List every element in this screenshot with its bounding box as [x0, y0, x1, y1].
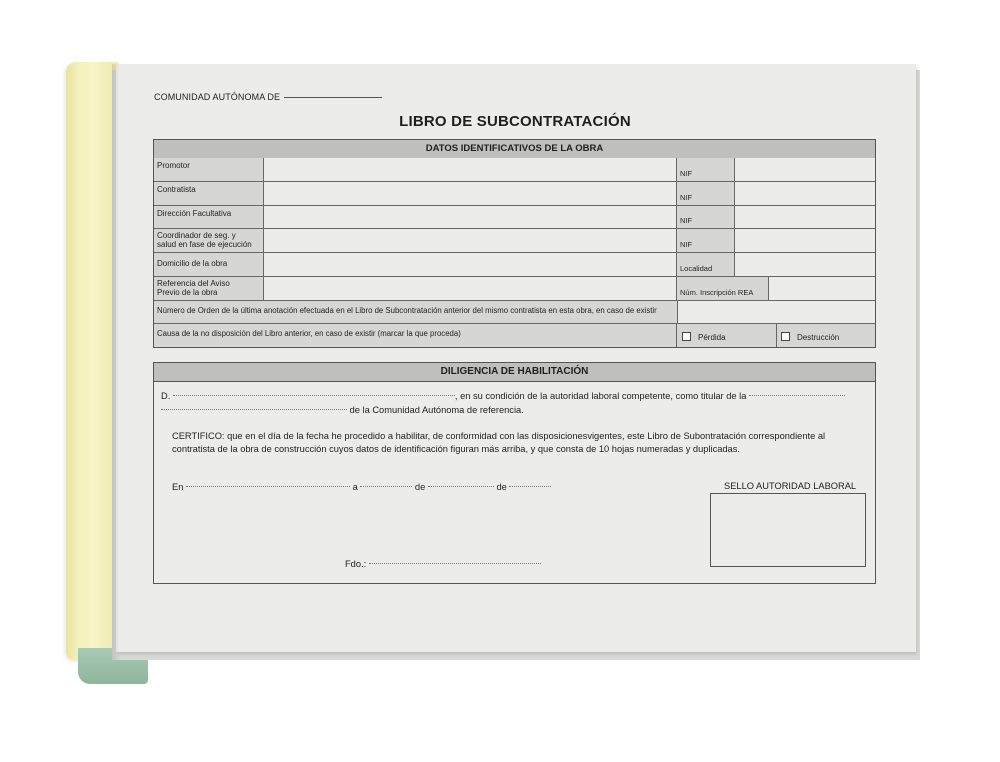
perdida-label: Pérdida [698, 333, 726, 342]
sello-label: SELLO AUTORIDAD LABORAL [724, 481, 857, 491]
spine-shadow [112, 64, 120, 660]
destruccion-option[interactable] [777, 324, 875, 347]
page-title: LIBRO DE SUBCONTRATACIÓN [399, 113, 631, 130]
condicion-text: , en su condición de la autoridad laboral competente, como titular de la [454, 391, 747, 401]
section-heading: DILIGENCIA DE HABILITACIÓN [154, 363, 875, 382]
row-domicilio [154, 253, 875, 277]
contratista-label: Contratista [154, 182, 264, 205]
de-label-2: de [496, 482, 507, 492]
referencia-label-line2: Previo de la obra [157, 288, 218, 297]
section-heading: DATOS IDENTIFICATIVOS DE LA OBRA [154, 140, 875, 159]
firma-blank[interactable] [369, 563, 541, 564]
comunidad-label: COMUNIDAD AUTÓNOMA DE [154, 92, 281, 102]
perdida-checkbox[interactable] [682, 332, 691, 341]
nif-label: NIF [677, 206, 735, 228]
book-spine-yellow [66, 62, 118, 660]
de-label-1: de [414, 482, 426, 492]
row-numero-orden [154, 301, 875, 324]
coordinador-field[interactable] [264, 229, 677, 252]
promotor-field[interactable] [264, 158, 677, 181]
row-causa [154, 324, 875, 347]
nif-label: NIF [677, 229, 735, 252]
promotor-label: Promotor [154, 158, 264, 181]
row-coordinador [154, 229, 875, 253]
d-label: D. [161, 391, 171, 401]
numero-orden-label: Número de Orden de la última anotación efectuada en el Libro de Subcontratación anterior del mismo contratista en esta obra, en caso de existir [154, 301, 677, 323]
coordinador-nif-field[interactable] [735, 229, 875, 252]
nombre-blank[interactable] [173, 395, 455, 396]
anio-blank[interactable] [509, 486, 551, 487]
dia-blank[interactable] [360, 486, 412, 487]
comunidad-ref-text: de la Comunidad Autónoma de referencia. [349, 405, 524, 415]
nif-label: NIF [677, 182, 735, 205]
contratista-nif-field[interactable] [735, 182, 875, 205]
row-promotor [154, 158, 875, 182]
comunidad-ref-line [161, 405, 524, 415]
titular-line [161, 391, 845, 401]
causa-label: Causa de la no disposición del Libro anterior, en caso de existir (marcar la que proceda) [154, 324, 677, 347]
lugar-fecha-line [172, 482, 551, 492]
certifico-line-2: contratista de la obra de construcción cuyos datos de identificación figuran más arriba, y que consta de 10 hojas numeradas y duplicadas. [172, 444, 740, 454]
localidad-label: Localidad [677, 253, 735, 276]
referencia-field[interactable] [264, 277, 677, 300]
destruccion-checkbox[interactable] [781, 332, 790, 341]
perdida-option[interactable] [677, 324, 777, 347]
mes-blank[interactable] [428, 486, 494, 487]
numero-orden-field[interactable] [677, 301, 875, 323]
promotor-nif-field[interactable] [735, 158, 875, 181]
num-rea-field[interactable] [769, 277, 875, 300]
lugar-blank[interactable] [186, 486, 350, 487]
row-contratista [154, 182, 875, 206]
organismo-blank[interactable] [161, 409, 347, 410]
destruccion-label: Destrucción [797, 333, 840, 342]
fdo-label: Fdo.: [345, 559, 367, 569]
comunidad-blank-line[interactable] [284, 97, 382, 98]
coordinador-label-line2: salud en fase de ejecución [157, 240, 252, 249]
firma-line [345, 559, 541, 569]
datos-identificativos-section [153, 139, 876, 348]
a-label: a [352, 482, 358, 492]
certifico-line-1: CERTIFICO: que en el día de la fecha he procedido a habilitar, de conformidad con las disposicionesvigentes, este Libro de Subontratación correspondiente al [172, 431, 826, 441]
coordinador-label [154, 229, 264, 252]
contratista-field[interactable] [264, 182, 677, 205]
referencia-label [154, 277, 264, 300]
num-rea-label: Núm. Inscripción REA [677, 277, 769, 300]
comunidad-autonoma-field [154, 92, 382, 102]
domicilio-field[interactable] [264, 253, 677, 276]
direccion-nif-field[interactable] [735, 206, 875, 228]
diligencia-habilitacion-section [153, 362, 876, 584]
referencia-label-line1: Referencia del Aviso [157, 279, 230, 288]
row-direccion [154, 206, 875, 229]
coordinador-label-line1: Coordinador de seg. y [157, 231, 236, 240]
domicilio-label: Domicilio de la obra [154, 253, 264, 276]
direccion-label: Dirección Facultativa [154, 206, 264, 228]
row-referencia [154, 277, 875, 301]
nif-label: NIF [677, 158, 735, 181]
sello-box[interactable] [710, 493, 866, 567]
direccion-field[interactable] [264, 206, 677, 228]
localidad-field[interactable] [735, 253, 875, 276]
en-label: En [172, 482, 184, 492]
titular-blank[interactable] [749, 395, 845, 396]
